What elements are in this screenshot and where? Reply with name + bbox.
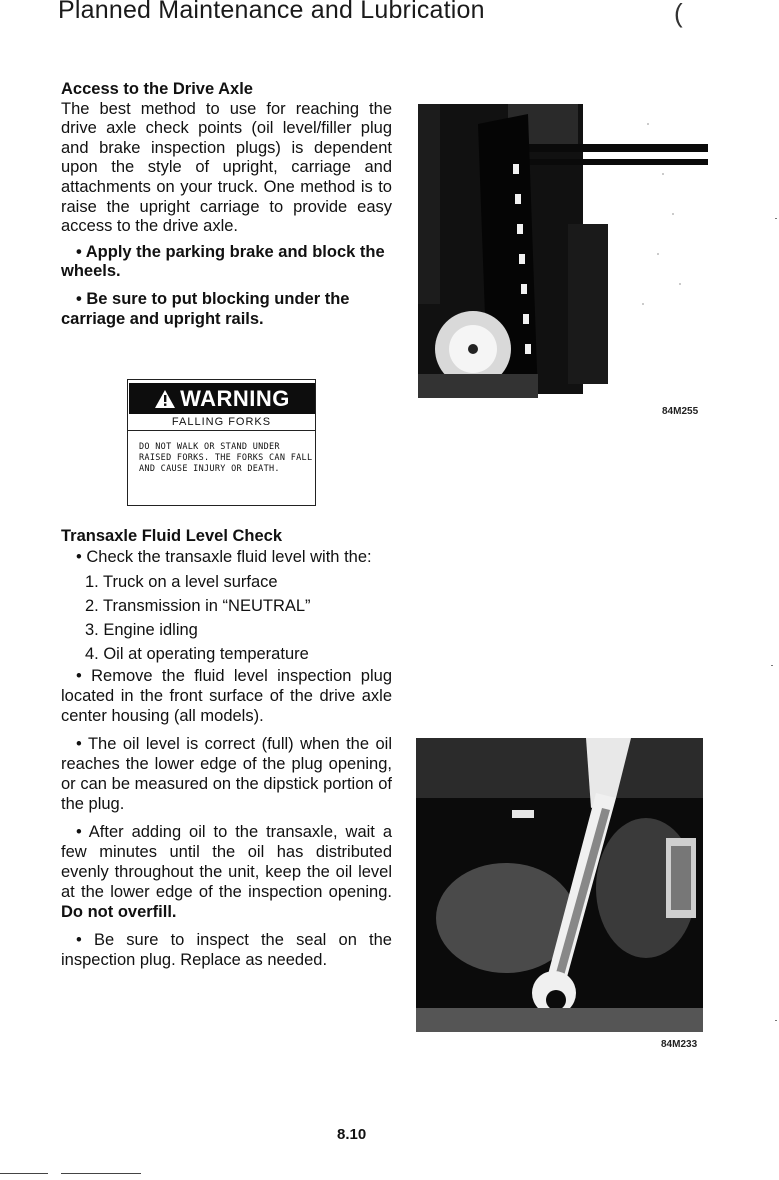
header-bracket: (	[674, 0, 683, 28]
wrench-inspection-photo	[416, 738, 703, 1032]
access-heading: Access to the Drive Axle	[61, 80, 253, 98]
forklift-upright-image	[418, 104, 708, 398]
footer-rule-right	[61, 1173, 141, 1174]
transaxle-inspect-seal: • Be sure to inspect the seal on the inspection plug. Replace as needed.	[61, 930, 392, 969]
page-header-title: Planned Maintenance and Lubrication	[58, 0, 485, 24]
transaxle-remove-plug: • Remove the fluid level inspection plug located in the front surface of the drive axle center housing (all models).	[61, 666, 392, 725]
transaxle-section	[61, 527, 392, 970]
access-section	[61, 80, 392, 329]
warning-banner	[129, 383, 315, 414]
access-bullet-brake: • Apply the parking brake and block the wheels.	[61, 242, 385, 281]
footer-rule-left	[0, 1173, 48, 1174]
wrench-inspection-image	[416, 738, 703, 1032]
condition-item: 2. Transmission in “NEUTRAL”	[85, 596, 311, 615]
transaxle-after-adding	[61, 822, 392, 922]
do-not-overfill: Do not overfill.	[61, 902, 177, 921]
transaxle-check-intro: • Check the transaxle fluid level with the:	[76, 547, 372, 566]
figure-caption-1: 84M255	[662, 406, 699, 417]
warning-subtitle: FALLING FORKS	[128, 416, 315, 431]
after-adding-text: • After adding oil to the transaxle, wait a few minutes until the oil has distributed evenly throughout the unit, keep the oil level at the lower edge of the inspection opening.	[61, 822, 392, 901]
transaxle-heading: Transaxle Fluid Level Check	[61, 527, 283, 545]
transaxle-oil-correct: • The oil level is correct (full) when the oil reaches the lower edge of the plug opening, or can be measured on the dipstick portion of the plug.	[61, 734, 392, 813]
access-bullet-blocking: • Be sure to put blocking under the carriage and upright rails.	[61, 289, 350, 328]
warning-banner-text: WARNING	[180, 386, 290, 411]
forklift-upright-photo	[418, 104, 708, 398]
figure-caption-2: 84M233	[661, 1039, 698, 1050]
margin-mark	[775, 1020, 777, 1021]
margin-mark	[771, 665, 773, 666]
warning-body-text: DO NOT WALK OR STAND UNDER RAISED FORKS. THE FORKS CAN FALL AND CAUSE INJURY OR DEATH.	[139, 442, 313, 474]
condition-item: 4. Oil at operating temperature	[85, 644, 309, 663]
condition-list	[61, 570, 392, 666]
warning-box	[127, 379, 316, 506]
condition-item: 1. Truck on a level surface	[85, 572, 278, 591]
page-number: 8.10	[337, 1126, 367, 1143]
access-intro: The best method to use for reaching the drive axle check points (oil level/filler plug and brake inspection plugs) is dependent upon the style of upright, carriage and attachments on your truck. One method is to raise the upright carriage to provide easy access to the drive axle.	[61, 99, 392, 236]
warning-triangle-icon	[154, 389, 176, 409]
margin-mark	[775, 218, 777, 219]
condition-item: 3. Engine idling	[85, 620, 198, 639]
